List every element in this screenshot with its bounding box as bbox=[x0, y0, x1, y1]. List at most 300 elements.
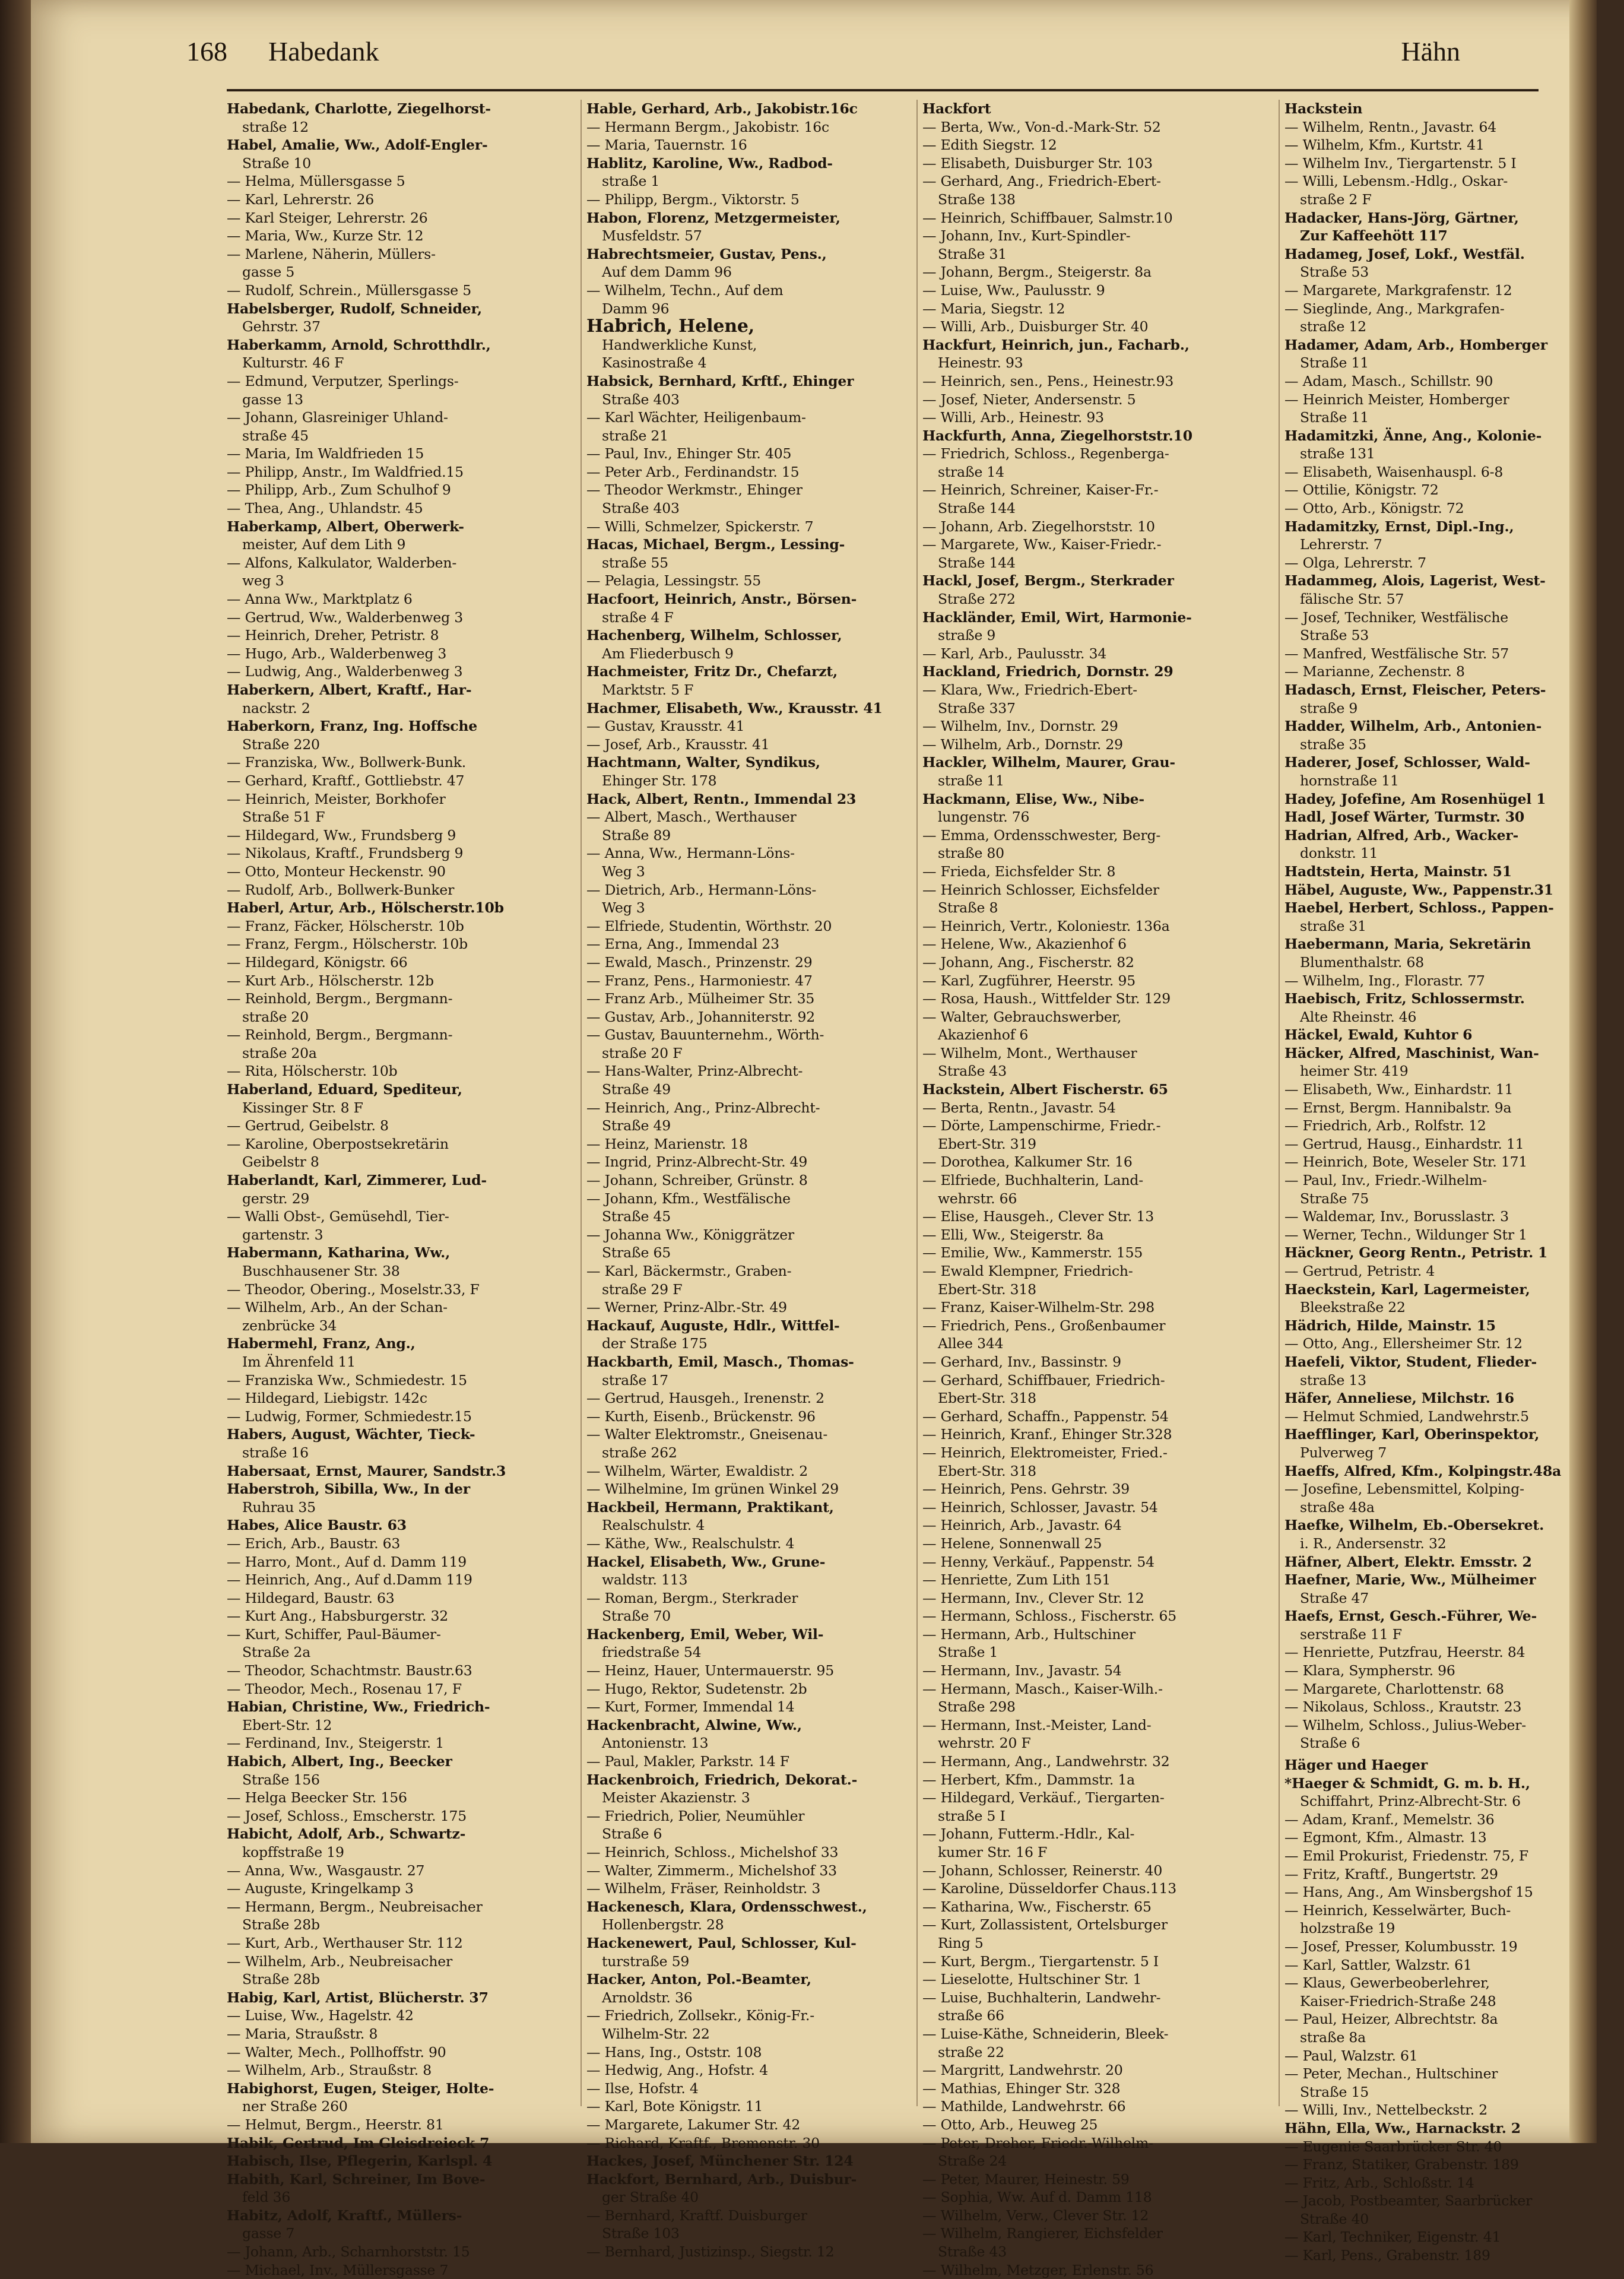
directory-entry: Kasinostraße 4 bbox=[602, 354, 707, 372]
directory-entry: — Marlene, Näherin, Müllers- bbox=[227, 245, 436, 262]
directory-entry: Hadasch, Ernst, Fleischer, Peters- bbox=[1284, 682, 1546, 698]
directory-entry: — Willi, Lebensm.-Hdlg., Oskar- bbox=[1284, 173, 1508, 190]
directory-entry: — Gertrud, Hausg., Einhardstr. 11 bbox=[1284, 1135, 1524, 1152]
directory-entry: — Heinrich, Ang., Prinz-Albrecht- bbox=[586, 1099, 820, 1116]
directory-entry: — Margarete, Markgrafenstr. 12 bbox=[1284, 281, 1512, 299]
directory-entry: Straße 337 bbox=[938, 699, 1016, 717]
directory-entry: Haeckstein, Karl, Lagermeister, bbox=[1284, 1280, 1530, 1298]
directory-entry: Hollenbergstr. 28 bbox=[602, 1916, 724, 1933]
directory-entry: — Helma, Müllersgasse 5 bbox=[227, 173, 405, 190]
directory-entry: — Richard, Kraftf., Bremenstr. 30 bbox=[586, 2134, 820, 2151]
directory-entry: straße 262 bbox=[602, 1444, 677, 1461]
directory-entry: — Fritz, Arb., Schloßstr. 14 bbox=[1284, 2174, 1474, 2191]
directory-entry: — Josef, Schloss., Emscherstr. 175 bbox=[227, 1807, 467, 1824]
directory-entry: — Johann, Glasreiniger Uhland- bbox=[227, 409, 448, 426]
directory-entry: Wilhelm-Str. 22 bbox=[602, 2025, 710, 2042]
directory-entry: gasse 5 bbox=[242, 264, 295, 281]
directory-entry: — Otto, Arb., Königstr. 72 bbox=[1284, 500, 1464, 517]
directory-entry: Straße 49 bbox=[602, 1081, 671, 1098]
directory-entry: — Hermann, Arb., Hultschiner bbox=[922, 1625, 1135, 1643]
directory-entry: — Katharina, Ww., Fischerstr. 65 bbox=[922, 1898, 1152, 1915]
directory-entry: — Rudolf, Schrein., Müllersgasse 5 bbox=[227, 281, 472, 299]
directory-entry: Hackstein bbox=[1284, 100, 1363, 117]
directory-entry: — Hildegard, Baustr. 63 bbox=[227, 1589, 395, 1606]
directory-entry: — Frieda, Eichsfelder Str. 8 bbox=[922, 863, 1116, 880]
directory-entry: weg 3 bbox=[242, 572, 284, 589]
directory-entry: — Wilhelmine, Im grünen Winkel 29 bbox=[586, 1481, 839, 1498]
directory-entry: Haefner, Marie, Ww., Mülheimer bbox=[1284, 1571, 1536, 1589]
directory-entry: — Josef, Techniker, Westfälische bbox=[1284, 608, 1509, 626]
directory-entry: Habes, Alice Baustr. 63 bbox=[227, 1517, 407, 1534]
directory-entry: — Luise-Käthe, Schneiderin, Bleek- bbox=[922, 2025, 1169, 2042]
directory-entry: — Klaus, Gewerbeoberlehrer, bbox=[1284, 1974, 1490, 1992]
directory-entry: ger Straße 40 bbox=[602, 2189, 699, 2206]
directory-entry: — Anna, Ww., Hermann-Löns- bbox=[586, 845, 795, 862]
directory-entry: feld 36 bbox=[242, 2189, 291, 2206]
directory-entry: straße 14 bbox=[938, 463, 1004, 480]
directory-entry: Straße 1 bbox=[938, 1644, 998, 1661]
directory-entry: — Theodor, Obering., Moselstr.33, F bbox=[227, 1280, 480, 1298]
directory-entry: — Wilhelm, Arb., Straußstr. 8 bbox=[227, 2062, 432, 2079]
directory-entry: — Paul, Inv., Ehinger Str. 405 bbox=[586, 445, 792, 462]
directory-entry: — Emma, Ordensschwester, Berg- bbox=[922, 826, 1161, 844]
directory-entry: Häbel, Auguste, Ww., Pappenstr.31 bbox=[1284, 881, 1553, 898]
directory-entry: Straße 24 bbox=[938, 2153, 1007, 2170]
directory-entry: — Heinrich, Kranf., Ehinger Str.328 bbox=[922, 1426, 1172, 1443]
directory-entry: — Hildegard, Ww., Frundsberg 9 bbox=[227, 826, 456, 844]
directory-entry: straße 48a bbox=[1300, 1498, 1375, 1516]
directory-entry: — Karl, Pens., Grabenstr. 189 bbox=[1284, 2247, 1490, 2264]
directory-entry: — Harro, Mont., Auf d. Damm 119 bbox=[227, 1553, 467, 1570]
directory-entry: Straße 31 bbox=[938, 245, 1007, 262]
directory-entry: Ebert-Str. 318 bbox=[938, 1390, 1036, 1407]
directory-entry: — Lieselotte, Hultschiner Str. 1 bbox=[922, 1971, 1142, 1988]
directory-entry: — Hermann, Schloss., Fischerstr. 65 bbox=[922, 1608, 1177, 1625]
directory-entry: — Gerhard, Schaffn., Pappenstr. 54 bbox=[922, 1408, 1169, 1425]
directory-entry: straße 12 bbox=[1300, 318, 1366, 335]
directory-entry: Haberkern, Albert, Kraftf., Har- bbox=[227, 682, 472, 698]
directory-entry: Straße 75 bbox=[1300, 1190, 1369, 1207]
directory-entry: Gehrstr. 37 bbox=[242, 318, 321, 335]
directory-entry: Realschulstr. 4 bbox=[602, 1517, 705, 1534]
directory-entry: — Heinrich, Vertr., Koloniestr. 136a bbox=[922, 917, 1170, 934]
directory-entry: Haberstroh, Sibilla, Ww., In der bbox=[227, 1481, 470, 1498]
directory-entry: Hablitz, Karoline, Ww., Radbod- bbox=[586, 154, 833, 172]
directory-entry: Hädrich, Hilde, Mainstr. 15 bbox=[1284, 1317, 1496, 1334]
directory-entry: — Manfred, Westfälische Str. 57 bbox=[1284, 645, 1509, 662]
directory-entry: — Karoline, Oberpostsekretärin bbox=[227, 1135, 449, 1152]
directory-entry: — Erich, Arb., Baustr. 63 bbox=[227, 1535, 401, 1552]
directory-entry: — Wilhelm, Arb., Dornstr. 29 bbox=[922, 736, 1123, 753]
column-divider bbox=[581, 100, 582, 2106]
directory-entry: — Kurt, Former, Immendal 14 bbox=[586, 1698, 795, 1716]
directory-entry: — Ingrid, Prinz-Albrecht-Str. 49 bbox=[586, 1153, 808, 1171]
directory-entry: Damm 96 bbox=[602, 300, 670, 317]
directory-entry: — Wilhelm Inv., Tiergartenstr. 5 I bbox=[1284, 154, 1517, 172]
directory-entry: — Karl Steiger, Lehrerstr. 26 bbox=[227, 209, 428, 226]
directory-entry: — Peter, Dreher, Friedr.-Wilhelm- bbox=[922, 2134, 1153, 2151]
directory-entry: — Roman, Bergm., Sterkrader bbox=[586, 1589, 798, 1606]
directory-entry: — Wilhelm, Wärter, Ewaldistr. 2 bbox=[586, 1462, 808, 1479]
directory-entry: gartenstr. 3 bbox=[242, 1226, 323, 1243]
directory-entry: — Heinrich, Ang., Auf d.Damm 119 bbox=[227, 1571, 472, 1589]
directory-entry: — Elisabeth, Duisburger Str. 103 bbox=[922, 154, 1153, 172]
directory-entry: — Johann, Arb. Ziegelhorststr. 10 bbox=[922, 518, 1155, 535]
directory-entry: — Ewald Klempner, Friedrich- bbox=[922, 1263, 1133, 1279]
directory-entry: Hack, Albert, Rentn., Immendal 23 bbox=[586, 790, 857, 807]
directory-entry: Straße 43 bbox=[938, 1063, 1007, 1080]
directory-entry: — Friedrich, Pens., Großenbaumer bbox=[922, 1317, 1166, 1334]
directory-entry: — Gustav, Bauunternehm., Wörth- bbox=[586, 1026, 824, 1044]
directory-entry: — Paul, Heizer, Albrechtstr. 8a bbox=[1284, 2011, 1498, 2028]
directory-entry: — Heinrich, sen., Pens., Heinestr.93 bbox=[922, 372, 1174, 389]
directory-entry: — Willi, Inv., Nettelbeckstr. 2 bbox=[1284, 2102, 1488, 2119]
directory-entry: — Henriette, Zum Lith 151 bbox=[922, 1571, 1111, 1589]
directory-entry: Habon, Florenz, Metzgermeister, bbox=[586, 209, 840, 226]
directory-entry: — Berta, Rentn., Javastr. 54 bbox=[922, 1099, 1116, 1116]
directory-entry: straße 20 bbox=[242, 1008, 309, 1025]
directory-entry: — Alfons, Kalkulator, Walderben- bbox=[227, 554, 457, 571]
directory-entry: Ebert-Str. 318 bbox=[938, 1462, 1036, 1479]
directory-entry: — Ottilie, Königstr. 72 bbox=[1284, 481, 1439, 499]
directory-entry: — Hugo, Rektor, Sudetenstr. 2b bbox=[586, 1680, 807, 1697]
directory-entry: Hackenbracht, Alwine, Ww., bbox=[586, 1716, 802, 1733]
directory-entry: Hackenbroich, Friedrich, Dekorat.- bbox=[586, 1771, 858, 1788]
directory-entry: Hähn, Ella, Ww., Harnackstr. 2 bbox=[1284, 2119, 1521, 2137]
directory-entry: kopffstraße 19 bbox=[242, 1844, 344, 1860]
directory-entry: Zur Kaffeehött 117 bbox=[1300, 227, 1448, 245]
directory-entry: — Johann, Arb., Scharnhorststr. 15 bbox=[227, 2243, 470, 2261]
directory-entry: Straße 15 bbox=[1300, 2083, 1369, 2100]
directory-entry: — Heinrich, Pens. Gehrstr. 39 bbox=[922, 1481, 1130, 1498]
directory-entry: Schiffahrt, Prinz-Albrecht-Str. 6 bbox=[1300, 1793, 1521, 1810]
directory-entry: — Wilhelm, Arb., An der Schan- bbox=[227, 1299, 448, 1316]
directory-entry: — Helga Beecker Str. 156 bbox=[227, 1789, 407, 1806]
directory-entry: — Emilie, Ww., Kammerstr. 155 bbox=[922, 1244, 1143, 1261]
directory-entry: Haefeli, Viktor, Student, Flieder- bbox=[1284, 1353, 1537, 1370]
directory-entry: gasse 7 bbox=[242, 2225, 295, 2242]
directory-entry: straße 55 bbox=[602, 554, 668, 571]
directory-entry: Haberkamp, Albert, Oberwerk- bbox=[227, 518, 464, 535]
directory-entry: — Gertrud, Petristr. 4 bbox=[1284, 1263, 1435, 1279]
directory-entry: Straße 156 bbox=[242, 1771, 320, 1788]
directory-entry: straße 2 F bbox=[1300, 191, 1372, 208]
directory-entry: Weg 3 bbox=[602, 863, 645, 880]
directory-entry: — Franz, Fäcker, Hölscherstr. 10b bbox=[227, 917, 464, 934]
directory-entry: Straße 272 bbox=[938, 591, 1016, 608]
directory-entry: Straße 53 bbox=[1300, 627, 1369, 644]
directory-entry: straße 22 bbox=[938, 2043, 1004, 2061]
directory-entry: — Edith Siegstr. 12 bbox=[922, 137, 1057, 154]
directory-entry: — Emil Prokurist, Friedenstr. 75, F bbox=[1284, 1847, 1528, 1864]
directory-entry: Ebert-Str. 319 bbox=[938, 1135, 1036, 1152]
directory-entry: — Wilhelm, Fräser, Reinholdstr. 3 bbox=[586, 1880, 821, 1897]
directory-entry: — Elise, Hausgeh., Clever Str. 13 bbox=[922, 1208, 1154, 1225]
directory-entry: — Wilhelm, Verw., Clever Str. 12 bbox=[922, 2207, 1149, 2224]
directory-entry: — Peter, Mechan., Hultschiner bbox=[1284, 2065, 1498, 2083]
directory-entry: Hadey, Jofefine, Am Rosenhügel 1 bbox=[1284, 790, 1546, 807]
directory-entry: — Maria, Tauernstr. 16 bbox=[586, 137, 747, 154]
directory-entry: Kissinger Str. 8 F bbox=[242, 1099, 363, 1116]
directory-entry: — Karl, Sattler, Walzstr. 61 bbox=[1284, 1956, 1472, 1973]
directory-entry: serstraße 11 F bbox=[1300, 1625, 1402, 1643]
directory-entry: zenbrücke 34 bbox=[242, 1317, 337, 1334]
directory-entry: Hackel, Elisabeth, Ww., Grune- bbox=[586, 1553, 826, 1570]
directory-entry: — Karl, Bäckermstr., Graben- bbox=[586, 1263, 792, 1279]
directory-entry: — Heinrich, Kesselwärter, Buch- bbox=[1284, 1901, 1511, 1919]
directory-entry: straße 31 bbox=[1300, 917, 1366, 934]
directory-entry: — Theodor, Schachtmstr. Baustr.63 bbox=[227, 1662, 472, 1679]
directory-entry: Haderer, Josef, Schlosser, Wald- bbox=[1284, 754, 1530, 771]
directory-entry: Straße 103 bbox=[602, 2225, 680, 2242]
directory-entry: straße 20a bbox=[242, 1044, 317, 1061]
directory-entry: — Anna Ww., Marktplatz 6 bbox=[227, 591, 413, 608]
directory-entry: — Maria, Siegstr. 12 bbox=[922, 300, 1065, 317]
column-divider bbox=[916, 100, 918, 2106]
directory-entry: straße 80 bbox=[938, 845, 1004, 862]
directory-entry: Habicht, Adolf, Arb., Schwartz- bbox=[227, 1825, 466, 1843]
directory-entry: Haebisch, Fritz, Schlossermstr. bbox=[1284, 990, 1525, 1007]
directory-entry: Straße 53 bbox=[1300, 264, 1369, 281]
directory-entry: wehrstr. 20 F bbox=[938, 1735, 1031, 1752]
directory-entry: Haebel, Herbert, Schloss., Pappen- bbox=[1284, 899, 1554, 917]
directory-entry: Häfner, Albert, Elektr. Emsstr. 2 bbox=[1284, 1553, 1532, 1570]
directory-entry: — Friedrich, Arb., Rolfstr. 12 bbox=[1284, 1117, 1486, 1134]
directory-entry: Habsick, Bernhard, Krftf., Ehinger bbox=[586, 372, 854, 389]
directory-entry: Weg 3 bbox=[602, 899, 645, 917]
directory-entry: — Paul, Makler, Parkstr. 14 F bbox=[586, 1753, 789, 1770]
directory-entry: Hacker, Anton, Pol.-Beamter, bbox=[586, 1971, 811, 1988]
directory-entry: — Wilhelm, Techn., Auf dem bbox=[586, 281, 784, 299]
directory-entry: — Ilse, Hofstr. 4 bbox=[586, 2080, 699, 2097]
directory-entry: Haefke, Wilhelm, Eb.-Obersekret. bbox=[1284, 1517, 1544, 1534]
directory-entry: — Gerhard, Ang., Friedrich-Ebert- bbox=[922, 173, 1161, 190]
directory-entry: Ring 5 bbox=[938, 1934, 984, 1951]
directory-entry: Straße 49 bbox=[602, 1117, 671, 1134]
directory-entry: — Johann, Kfm., Westfälische bbox=[586, 1190, 791, 1207]
directory-entry: — Waldemar, Inv., Borusslastr. 3 bbox=[1284, 1208, 1509, 1225]
directory-entry: donkstr. 11 bbox=[1300, 845, 1378, 862]
directory-entry: — Kurt Ang., Habsburgerstr. 32 bbox=[227, 1608, 449, 1625]
directory-entry: Bleekstraße 22 bbox=[1300, 1299, 1406, 1316]
directory-entry: — Gustav, Krausstr. 41 bbox=[586, 718, 745, 735]
directory-entry: straße 66 bbox=[938, 2007, 1004, 2024]
directory-entry: Ruhrau 35 bbox=[242, 1498, 316, 1516]
directory-entry: Hadacker, Hans-Jörg, Gärtner, bbox=[1284, 209, 1519, 226]
directory-entry: straße 4 F bbox=[602, 608, 674, 626]
directory-entry: — Franz, Kaiser-Wilhelm-Str. 298 bbox=[922, 1299, 1155, 1316]
directory-entry: — Heinrich, Elektromeister, Fried.- bbox=[922, 1444, 1168, 1461]
directory-entry: Straße 6 bbox=[1300, 1735, 1360, 1752]
directory-entry: — Willi, Arb., Duisburger Str. 40 bbox=[922, 318, 1149, 335]
directory-entry: — Kurt, Arb., Werthauser Str. 112 bbox=[227, 1934, 463, 1951]
directory-entry: — Pelagia, Lessingstr. 55 bbox=[586, 572, 761, 589]
directory-entry: — Theodor, Mech., Rosenau 17, F bbox=[227, 1680, 462, 1697]
directory-entry: — Wilhelm, Rentn., Javastr. 64 bbox=[1284, 118, 1496, 135]
directory-entry: Habrechtsmeier, Gustav, Pens., bbox=[586, 245, 827, 262]
directory-entry: — Maria, Im Waldfrieden 15 bbox=[227, 445, 424, 462]
directory-entry: straße 17 bbox=[602, 1371, 668, 1389]
directory-entry: — Hermann, Inv., Clever Str. 12 bbox=[922, 1589, 1144, 1606]
directory-entry: — Wilhelm, Arb., Neubreisacher bbox=[227, 1952, 452, 1970]
directory-entry: — Wilhelm, Mont., Werthauser bbox=[922, 1044, 1137, 1061]
directory-entry: — Friedrich, Polier, Neumühler bbox=[586, 1807, 805, 1824]
directory-entry: Haberland, Eduard, Spediteur, bbox=[227, 1081, 462, 1098]
directory-entry: Straße 144 bbox=[938, 554, 1016, 571]
directory-entry: — Paul, Walzstr. 61 bbox=[1284, 2047, 1418, 2064]
directory-entry: Hadder, Wilhelm, Arb., Antonien- bbox=[1284, 718, 1542, 735]
directory-entry: Straße 2a bbox=[242, 1644, 311, 1661]
directory-entry: — Hans-Walter, Prinz-Albrecht- bbox=[586, 1063, 803, 1080]
directory-entry: Hadtstein, Herta, Mainstr. 51 bbox=[1284, 863, 1512, 880]
directory-entry: — Helmut Schmied, Landwehrstr.5 bbox=[1284, 1408, 1529, 1425]
directory-entry: Hachenberg, Wilhelm, Schlosser, bbox=[586, 627, 842, 644]
directory-entry: — Hugo, Arb., Walderbenweg 3 bbox=[227, 645, 447, 662]
directory-entry: Hacas, Michael, Bergm., Lessing- bbox=[586, 536, 845, 553]
directory-entry: wehrstr. 66 bbox=[938, 1190, 1017, 1207]
directory-entry: — Heinz, Marienstr. 18 bbox=[586, 1135, 748, 1152]
directory-entry: Straße 403 bbox=[602, 391, 680, 408]
directory-entry: Hable, Gerhard, Arb., Jakobistr.16c bbox=[586, 100, 858, 117]
directory-entry: Hackfurth, Anna, Ziegelhorststr.10 bbox=[922, 427, 1192, 444]
directory-entry: — Hermann, Bergm., Neubreisacher bbox=[227, 1898, 483, 1915]
directory-entry: — Gertrud, Ww., Walderbenweg 3 bbox=[227, 608, 463, 626]
directory-entry: — Heinrich Meister, Homberger bbox=[1284, 391, 1509, 408]
directory-entry: — Josef, Nieter, Andersenstr. 5 bbox=[922, 391, 1136, 408]
directory-entry: Hackbarth, Emil, Masch., Thomas- bbox=[586, 1353, 854, 1370]
directory-entry: — Reinhold, Bergm., Bergmann- bbox=[227, 1026, 453, 1044]
directory-entry: Habik, Gertrud, Im Gleisdreieck 7 bbox=[227, 2134, 490, 2151]
directory-entry: straße 1 bbox=[602, 173, 660, 190]
directory-entry: Hackstein, Albert Fischerstr. 65 bbox=[922, 1081, 1168, 1098]
directory-entry: — Hildegard, Verkäuf., Tiergarten- bbox=[922, 1789, 1165, 1806]
directory-entry: Straße 51 F bbox=[242, 809, 325, 826]
directory-entry: — Wilhelm, Ing., Florastr. 77 bbox=[1284, 972, 1485, 989]
directory-entry: Ebert-Str. 12 bbox=[242, 1716, 332, 1733]
directory-entry: straße 8a bbox=[1300, 2028, 1366, 2046]
directory-entry: — Otto, Arb., Heuweg 25 bbox=[922, 2116, 1098, 2133]
directory-entry: — Henriette, Putzfrau, Heerstr. 84 bbox=[1284, 1644, 1525, 1661]
directory-entry: Musfeldstr. 57 bbox=[602, 227, 702, 245]
directory-entry: Habersaat, Ernst, Maurer, Sandstr.3 bbox=[227, 1462, 506, 1479]
directory-entry: Habel, Amalie, Ww., Adolf-Engler- bbox=[227, 137, 488, 154]
directory-entry: — Luise, Ww., Hagelstr. 42 bbox=[227, 2007, 414, 2024]
directory-entry: — Gertrud, Hausgeh., Irenenstr. 2 bbox=[586, 1390, 824, 1407]
directory-entry: Ebert-Str. 318 bbox=[938, 1280, 1036, 1298]
directory-entry: — Sieglinde, Ang., Markgrafen- bbox=[1284, 300, 1505, 317]
directory-entry: straße 12 bbox=[242, 118, 309, 135]
columns bbox=[227, 100, 1562, 2278]
directory-entry: Pulverweg 7 bbox=[1300, 1444, 1387, 1461]
directory-entry: Blumenthalstr. 68 bbox=[1300, 953, 1424, 971]
directory-entry: Hackfort, Bernhard, Arb., Duisbur- bbox=[586, 2170, 857, 2188]
column-1 bbox=[227, 100, 581, 2278]
directory-entry: Habighorst, Eugen, Steiger, Holte- bbox=[227, 2080, 494, 2097]
directory-entry: Geibelstr 8 bbox=[242, 1153, 319, 1171]
directory-entry: Straße 47 bbox=[1300, 1589, 1369, 1606]
directory-entry: — Johann, Bergm., Steigerstr. 8a bbox=[922, 264, 1152, 281]
directory-entry: Straße 8 bbox=[938, 899, 998, 917]
directory-entry: — Gerhard, Kraftf., Gottliebstr. 47 bbox=[227, 772, 465, 789]
directory-entry: — Margarete, Ww., Kaiser-Friedr.- bbox=[922, 536, 1162, 553]
directory-entry: — Heinz, Hauer, Untermauerstr. 95 bbox=[586, 1662, 834, 1679]
directory-entry: Hackländer, Emil, Wirt, Harmonie- bbox=[922, 608, 1192, 626]
directory-entry: — Hans, Ang., Am Winsbergshof 15 bbox=[1284, 1884, 1533, 1901]
directory-entry: — Gerhard, Inv., Bassinstr. 9 bbox=[922, 1353, 1121, 1370]
directory-entry: — Hermann Bergm., Jakobistr. 16c bbox=[586, 118, 829, 135]
directory-entry: — Werner, Techn., Wildunger Str 1 bbox=[1284, 1226, 1527, 1243]
directory-entry: Straße 298 bbox=[938, 1698, 1016, 1716]
directory-entry: — Luise, Buchhalterin, Landwehr- bbox=[922, 1989, 1161, 2006]
directory-entry: — Maria, Straußstr. 8 bbox=[227, 2025, 378, 2042]
directory-entry: — Josefine, Lebensmittel, Kolping- bbox=[1284, 1481, 1524, 1498]
directory-entry: — Heinrich, Bote, Weseler Str. 171 bbox=[1284, 1153, 1528, 1171]
directory-entry: Hadammeg, Alois, Lagerist, West- bbox=[1284, 572, 1546, 589]
directory-entry: Haebermann, Maria, Sekretärin bbox=[1284, 936, 1531, 953]
directory-entry: — Jacob, Postbeamter, Saarbrücker bbox=[1284, 2192, 1533, 2210]
directory-entry: — Johann, Futterm.-Hdlr., Kal- bbox=[922, 1825, 1135, 1843]
directory-entry: — Klara, Ww., Friedrich-Ebert- bbox=[922, 682, 1137, 698]
directory-entry: — Johanna Ww., Königgrätzer bbox=[586, 1226, 794, 1243]
directory-entry: Straße 45 bbox=[602, 1208, 671, 1225]
directory-entry: Marktstr. 5 F bbox=[602, 682, 694, 698]
directory-entry: Hackenberg, Emil, Weber, Wil- bbox=[586, 1625, 824, 1643]
directory-entry: Habith, Karl, Schreiner, Im Bove- bbox=[227, 2170, 486, 2188]
directory-entry: — Ewald, Masch., Prinzenstr. 29 bbox=[586, 953, 813, 971]
directory-entry: — Dietrich, Arb., Hermann-Löns- bbox=[586, 881, 817, 898]
directory-entry: — Paul, Inv., Friedr.-Wilhelm- bbox=[1284, 1172, 1487, 1189]
directory-entry: Habian, Christine, Ww., Friedrich- bbox=[227, 1698, 490, 1716]
header-right-title: Hähn bbox=[1401, 36, 1460, 66]
directory-entry: Straße 138 bbox=[938, 191, 1016, 208]
directory-entry: Haefs, Ernst, Gesch.-Führer, We- bbox=[1284, 1608, 1537, 1625]
directory-entry: — Dorothea, Kalkumer Str. 16 bbox=[922, 1153, 1133, 1171]
directory-entry: Kulturstr. 46 F bbox=[242, 354, 344, 372]
directory-entry: — Ludwig, Ang., Walderbenweg 3 bbox=[227, 663, 463, 680]
directory-entry: Heinestr. 93 bbox=[938, 354, 1023, 372]
directory-entry: — Elfriede, Studentin, Wörthstr. 20 bbox=[586, 917, 832, 934]
directory-entry: — Heinrich Schlosser, Eichsfelder bbox=[922, 881, 1159, 898]
directory-entry: — Theodor Werkmstr., Ehinger bbox=[586, 481, 803, 499]
directory-entry: — Henny, Verkäuf., Pappenstr. 54 bbox=[922, 1553, 1154, 1570]
directory-entry: — Rudolf, Arb., Bollwerk-Bunker bbox=[227, 881, 455, 898]
directory-entry: — Auguste, Kringelkamp 3 bbox=[227, 1880, 414, 1897]
directory-entry: der Straße 175 bbox=[602, 1335, 708, 1352]
directory-entry: Hackbeil, Hermann, Praktikant, bbox=[586, 1498, 834, 1516]
directory-entry: straße 13 bbox=[1300, 1371, 1366, 1389]
directory-entry: — Hans, Ing., Oststr. 108 bbox=[586, 2043, 762, 2061]
directory-entry: — Dörte, Lampenschirme, Friedr.- bbox=[922, 1117, 1161, 1134]
directory-entry: — Wilhelm, Inv., Dornstr. 29 bbox=[922, 718, 1118, 735]
directory-entry: — Peter Arb., Ferdinandstr. 15 bbox=[586, 463, 800, 480]
directory-entry: — Peter, Maurer, Heinestr. 59 bbox=[922, 2170, 1130, 2188]
directory-entry: — Walter, Gebrauchswerber, bbox=[922, 1008, 1122, 1025]
directory-entry: — Wilhelm, Kfm., Kurtstr. 41 bbox=[1284, 137, 1485, 154]
directory-entry: — Reinhold, Bergm., Bergmann- bbox=[227, 990, 453, 1007]
directory-entry: — Berta, Ww., Von-d.-Mark-Str. 52 bbox=[922, 118, 1161, 135]
directory-entry: Haberl, Artur, Arb., Hölscherstr.10b bbox=[227, 899, 504, 917]
directory-entry: Häckner, Georg Rentn., Petristr. 1 bbox=[1284, 1244, 1548, 1261]
directory-entry: Handwerkliche Kunst, bbox=[602, 336, 757, 353]
directory-entry: — Hermann, Inst.-Meister, Land- bbox=[922, 1716, 1152, 1733]
directory-entry: — Edmund, Verputzer, Sperlings- bbox=[227, 372, 459, 389]
directory-entry: — Karl, Arb., Paulusstr. 34 bbox=[922, 645, 1107, 662]
directory-entry: Straße 43 bbox=[938, 2243, 1007, 2261]
directory-entry: Haberkamm, Arnold, Schrotthdlr., bbox=[227, 336, 491, 353]
directory-entry: — Franziska, Ww., Bollwerk-Bunk. bbox=[227, 754, 467, 771]
directory-entry: Häfer, Anneliese, Milchstr. 16 bbox=[1284, 1390, 1514, 1407]
directory-entry: — Friedrich, Zollsekr., König-Fr.- bbox=[586, 2007, 815, 2024]
